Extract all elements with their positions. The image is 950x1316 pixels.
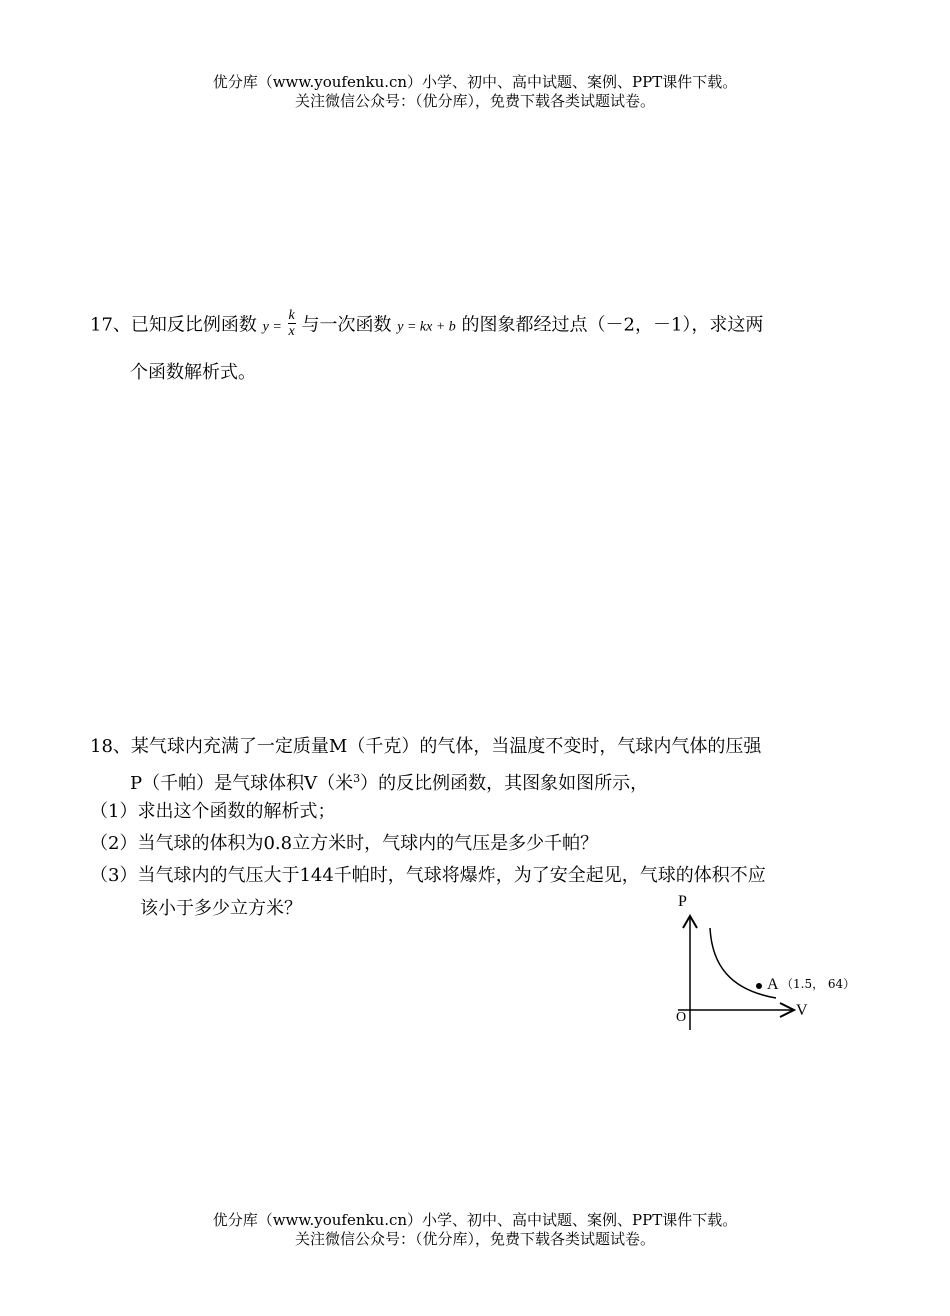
question-18-part-3-line-1: （3）当气球内的气压大于144千帕时，气球将爆炸，为了安全起见，气球的体积不应 <box>90 865 766 886</box>
q17-fraction <box>288 308 296 339</box>
pressure-volume-graph <box>670 890 900 1040</box>
footer-line-2: 关注微信公众号：（优分库），免费下载各类试题试卷。 <box>294 1230 655 1248</box>
header-line-1: 优分库（www.youfenku.cn）小学、初中、高中试题、案例、PPT课件下载。 <box>212 73 738 91</box>
page-header <box>0 73 950 111</box>
question-18-part-1: （1）求出这个函数的解析式； <box>90 801 336 822</box>
question-17-line-1 <box>90 310 763 341</box>
y-axis-label: P <box>678 893 687 910</box>
question-18-part-2: （2）当气球的体积为0.8立方米时，气球内的气压是多少千帕？ <box>90 833 599 854</box>
point-a-coordinates: （1.5， 64） <box>781 977 856 991</box>
q17-eq2: y = kx + b <box>397 319 456 335</box>
header-line-2: 关注微信公众号：（优分库），免费下载各类试题试卷。 <box>294 92 655 110</box>
question-17-line-2: 个函数解析式。 <box>130 362 256 383</box>
q17-fraction-numerator: k <box>288 308 295 323</box>
point-a-label: A <box>767 976 779 993</box>
q17-eq1-lhs: y = <box>262 319 282 335</box>
q18-line2-a: P（千帕）是气球体积V（米 <box>130 773 354 794</box>
point-a-marker <box>756 983 762 989</box>
q17-prefix: 17、已知反比例函数 <box>90 314 257 336</box>
q17-mid: 与一次函数 <box>301 314 392 336</box>
page-footer <box>0 1211 950 1249</box>
q17-suffix: 的图象都经过点（－2，－1），求这两 <box>461 314 764 336</box>
origin-label: O <box>676 1010 687 1025</box>
q18-line2-b: ）的反比例函数，其图象如图所示， <box>360 773 649 794</box>
q17-fraction-denominator: x <box>288 324 295 339</box>
x-axis-label: V <box>796 1002 808 1019</box>
question-18-line-1: 18、某气球内充满了一定质量M（千克）的气体，当温度不变时，气球内气体的压强 <box>90 736 762 757</box>
q18-line2-superscript: 3 <box>353 772 361 785</box>
footer-line-1: 优分库（www.youfenku.cn）小学、初中、高中试题、案例、PPT课件下载。 <box>212 1211 738 1229</box>
question-18-part-3-line-2: 该小于多少立方米？ <box>140 898 302 919</box>
question-18-line-2 <box>130 767 648 796</box>
